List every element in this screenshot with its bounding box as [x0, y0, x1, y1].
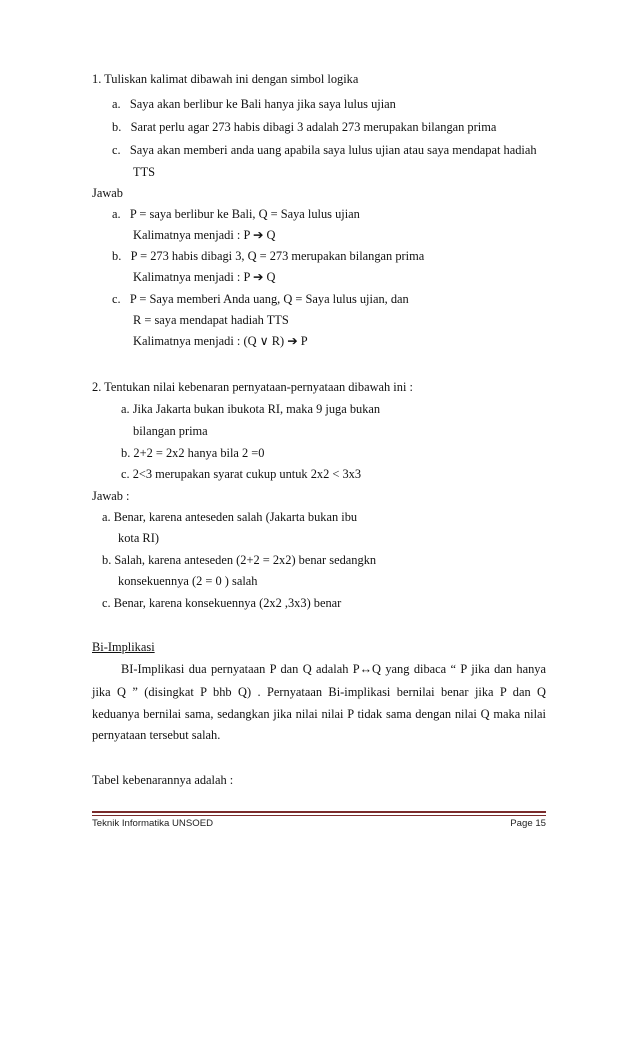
answer-1-a-formula: Kalimatnya menjadi : P ➔ Q [133, 228, 276, 242]
question-1-item-b: b. Sarat perlu agar 273 habis dibagi 3 adalah 273 merupakan bilangan prima [112, 120, 497, 134]
answer-2-label: Jawab : [92, 489, 130, 503]
footer-left-text: Teknik Informatika UNSOED [92, 818, 214, 829]
answer-2-a-cont: kota RI) [118, 531, 159, 545]
question-2-title: 2. Tentukan nilai kebenaran pernyataan-pernyataan dibawah ini : [92, 380, 413, 394]
bi-paragraph-line-1: BI-Implikasi dua pernyataan P dan Q adalah P↔Q yang dibaca “ P jika dan hanya [121, 662, 546, 676]
bi-paragraph-line-3: keduanya bernilai sama, sedangkan jika nilai nilai P tidak sama dengan nilai Q maka nilai [92, 707, 546, 721]
answer-1-c-r: R = saya mendapat hadiah TTS [133, 313, 289, 327]
bi-paragraph-line-4: pernyataan tersebut salah. [92, 728, 221, 742]
footer-rule-thin [92, 815, 546, 816]
footer-page-number: Page 15 [510, 818, 546, 829]
answer-2-a: a. Benar, karena anteseden salah (Jakarta bukan ibu [102, 510, 358, 524]
question-2-item-a: a. Jika Jakarta bukan ibukota RI, maka 9 juga bukan [121, 402, 381, 416]
answer-1-c-formula: Kalimatnya menjadi : (Q ∨ R) ➔ P [133, 334, 308, 348]
question-2-item-a-cont: bilangan prima [133, 424, 208, 438]
answer-1-b: b. P = 273 habis dibagi 3, Q = 273 merupakan bilangan prima [112, 249, 425, 263]
truth-table-intro: Tabel kebenarannya adalah : [92, 773, 234, 787]
answer-2-b: b. Salah, karena anteseden (2+2 = 2x2) benar sedangkn [102, 553, 377, 567]
answer-2-b-cont: konsekuennya (2 = 0 ) salah [118, 574, 258, 588]
question-2-item-c: c. 2<3 merupakan syarat cukup untuk 2x2 < 3x3 [121, 467, 362, 481]
answer-2-c: c. Benar, karena konsekuennya (2x2 ,3x3) benar [102, 596, 342, 610]
section-heading-bi-implikasi: Bi-Implikasi [92, 640, 155, 654]
question-1-item-a: a. Saya akan berlibur ke Bali hanya jika saya lulus ujian [112, 97, 396, 111]
answer-1-a: a. P = saya berlibur ke Bali, Q = Saya lulus ujian [112, 207, 360, 221]
question-1-title: 1. Tuliskan kalimat dibawah ini dengan simbol logika [92, 72, 359, 86]
answer-1-label: Jawab [92, 186, 123, 200]
answer-1-c: c. P = Saya memberi Anda uang, Q = Saya lulus ujian, dan [112, 292, 409, 306]
footer-rule-thick [92, 811, 546, 813]
bi-paragraph-line-2: jika Q ” (disingkat P bhb Q) . Pernyataan Bi-implikasi bernilai benar jika P dan Q [92, 685, 546, 699]
question-2-item-b: b. 2+2 = 2x2 hanya bila 2 =0 [121, 446, 265, 460]
question-1-item-c-cont: TTS [133, 165, 156, 179]
question-1-item-c: c. Saya akan memberi anda uang apabila saya lulus ujian atau saya mendapat hadiah [112, 143, 537, 157]
answer-1-b-formula: Kalimatnya menjadi : P ➔ Q [133, 270, 276, 284]
